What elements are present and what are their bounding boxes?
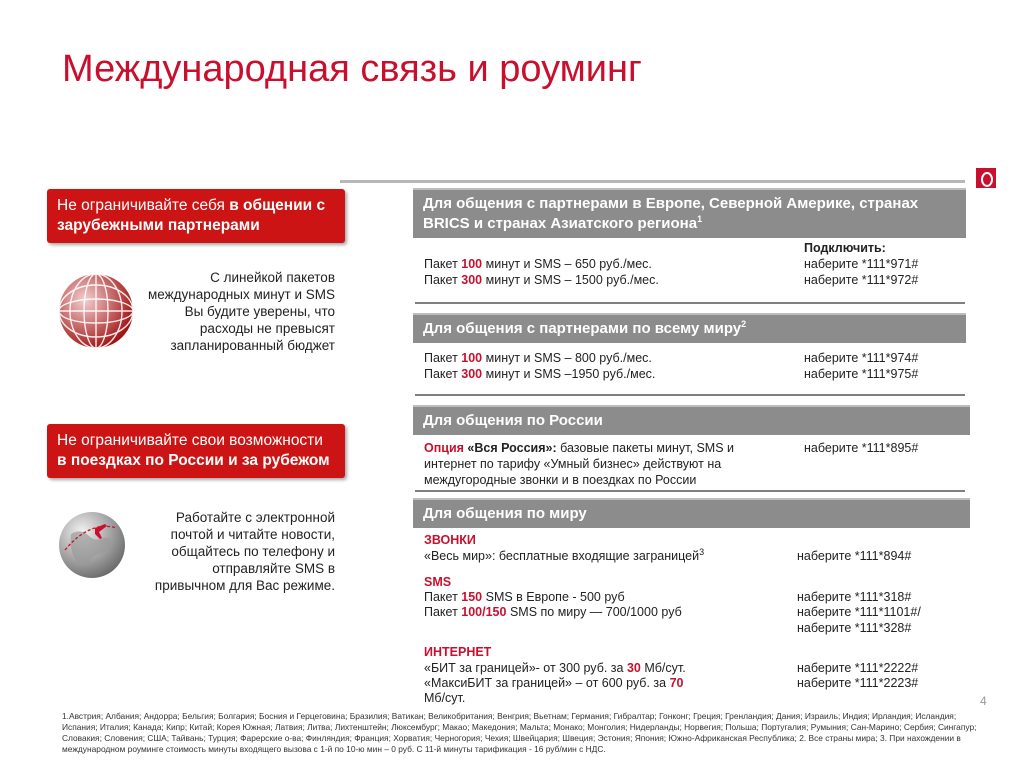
sms-label: SMS xyxy=(424,575,452,589)
package-pre: Пакет xyxy=(424,257,462,271)
calls-sup: 3 xyxy=(699,546,705,557)
package-post: минут и SMS – 1500 руб./мес. xyxy=(482,273,659,287)
section-header-world-text: Для общения по миру xyxy=(423,505,587,522)
footnote: 1.Австрия; Албания; Андорра; Бельгия; Болгария; Босния и Герцеговина; Бразилия; Ватикан; Великобритания; Венгрия; Вьетнам; Германия; Гибралтар; Гонконг; Греция; Гренландия; Дания; Израиль; Индия; Ирландия; Исландия; Испания; Италия; Канада; Кипр; Китай; Корея Южная; Латвия; Литва; Лихтенштейн; Люксембург; Макао; Македония; Мальта; Монако; Монголия; Нидерланды; Норвегия; Польша; Португалия; Румыния; Сан-Марино; Сербия; Сингапур; Словакия; Словения; США; Тайвань; Турция; Фарерские о-ва; Финляндия; Франция; Хорватия; Черногория; Чехия; Швейцария; Швеция; Эстония; Япония; Южно-Африканская Республика; 2. Все страны мира; 3. При нахождении в международном роуминге стоимость минуты входящего вызова с 1-й по 10-ю мин – 0 руб. С 11-й минуты тарификация - 16 руб/мин с НДС. xyxy=(62,711,977,754)
connect-label: Подключить: xyxy=(804,241,886,255)
section-divider xyxy=(415,394,965,396)
section-divider xyxy=(415,490,965,492)
page-title: Международная связь и роуминг xyxy=(62,48,642,90)
promo-text-travel: Работайте с электронной почтой и читайте новости, общайтесь по телефону и отправляйте SMS в привычном для Вас режиме. xyxy=(154,510,335,593)
operator-logo-icon xyxy=(976,168,996,188)
title-divider xyxy=(340,180,965,183)
dial-code-1101: наберите *111*1101#/ xyxy=(797,605,921,619)
option-name: «Вся Россия»: xyxy=(467,441,557,455)
promo-box-travel-bold: в поездках по России и за рубежом xyxy=(57,452,330,469)
dial-code-2223: наберите *111*2223# xyxy=(797,676,919,690)
option-all-russia xyxy=(424,440,789,488)
package-post: минут и SMS – 650 руб./мес. xyxy=(482,257,652,271)
section-divider xyxy=(415,302,965,304)
dial-code-328: наберите *111*328# xyxy=(797,621,912,635)
internet-pre: «МаксиБИТ за границей» – от 600 руб. за xyxy=(424,676,670,690)
promo-box-partners-normal: Не ограничивайте себя xyxy=(57,197,230,214)
dial-code-318: наберите *111*318# xyxy=(797,590,912,604)
promo-box-travel-normal: Не ограничивайте свои возможности xyxy=(57,432,323,449)
package-post: SMS в Европе - 500 руб xyxy=(482,590,625,604)
promo-box-partners xyxy=(47,189,345,243)
package-post: минут и SMS – 800 руб./мес. xyxy=(482,351,652,365)
internet-unit: Мб/сут. xyxy=(424,691,466,705)
dial-code-975: наберите *111*975# xyxy=(804,367,919,381)
sms-row-europe xyxy=(424,589,625,605)
section-header-russia-text: Для общения по России xyxy=(423,412,603,429)
section-header-russia xyxy=(413,405,970,435)
section-header-europe-text: Для общения с партнерами в Европе, Северной Америке, странах BRICS и странах Азиатского региона xyxy=(423,195,919,232)
globe-airplane-icon xyxy=(57,510,127,580)
sms-row-world xyxy=(424,604,682,620)
calls-label: ЗВОНКИ xyxy=(424,533,476,547)
page-number: 4 xyxy=(980,694,987,708)
package-num: 300 xyxy=(461,273,483,287)
dial-code-894: наберите *111*894# xyxy=(797,549,912,563)
package-post: SMS по миру — 700/1000 руб xyxy=(506,605,682,619)
internet-num: 70 xyxy=(669,676,684,690)
package-row-europe-300 xyxy=(424,272,659,288)
package-pre: Пакет xyxy=(424,367,462,381)
internet-row-bit xyxy=(424,660,686,676)
package-row-world-100 xyxy=(424,350,652,366)
promo-text-partners: С линейкой пакетов международных минут и SMS Вы будите уверены, что расходы не превысят запланированный бюджет xyxy=(147,270,335,353)
package-num: 100/150 xyxy=(461,605,507,619)
dial-code-2222: наберите *111*2222# xyxy=(797,661,919,675)
internet-label: ИНТЕРНЕТ xyxy=(424,645,492,659)
package-pre: Пакет xyxy=(424,605,462,619)
internet-num: 30 xyxy=(626,661,641,675)
package-num: 300 xyxy=(461,367,483,381)
section-header-europe-sup: 1 xyxy=(697,214,703,224)
promo-box-travel xyxy=(47,424,345,478)
section-header-world-partners-text: Для общения с партнерами по всему миру xyxy=(423,320,742,337)
package-pre: Пакет xyxy=(424,351,462,365)
dial-code-971: наберите *111*971# xyxy=(804,257,919,271)
promo-box-partners-bold: в общении с зарубежными партнерами xyxy=(57,197,326,234)
section-header-world xyxy=(413,498,970,528)
section-header-world-partners xyxy=(413,313,966,343)
package-num: 150 xyxy=(461,590,483,604)
internet-post: Мб/сут. xyxy=(640,661,686,675)
dial-code-895: наберите *111*895# xyxy=(804,441,919,455)
package-pre: Пакет xyxy=(424,590,462,604)
internet-row-maxibit xyxy=(424,675,683,691)
calls-row xyxy=(424,548,704,564)
package-row-europe-100 xyxy=(424,256,652,272)
wireframe-globe-icon xyxy=(57,272,135,350)
internet-pre: «БИТ за границей»- от 300 руб. за xyxy=(424,661,627,675)
package-pre: Пакет xyxy=(424,273,462,287)
dial-code-974: наберите *111*974# xyxy=(804,351,919,365)
option-text: базовые пакеты минут, SMS и интернет по тарифу «Умный бизнес» действуют на междугородные звонки и в поездках по России xyxy=(424,441,734,487)
option-label: Опция xyxy=(424,441,468,455)
calls-text: «Весь мир»: бесплатные входящие заграницей xyxy=(424,549,700,563)
package-num: 100 xyxy=(461,351,483,365)
package-num: 100 xyxy=(461,257,483,271)
section-header-world-partners-sup: 2 xyxy=(741,319,747,329)
section-header-europe xyxy=(413,188,966,238)
package-row-world-300 xyxy=(424,366,655,382)
dial-code-972: наберите *111*972# xyxy=(804,273,919,287)
package-post: минут и SMS –1950 руб./мес. xyxy=(482,367,656,381)
